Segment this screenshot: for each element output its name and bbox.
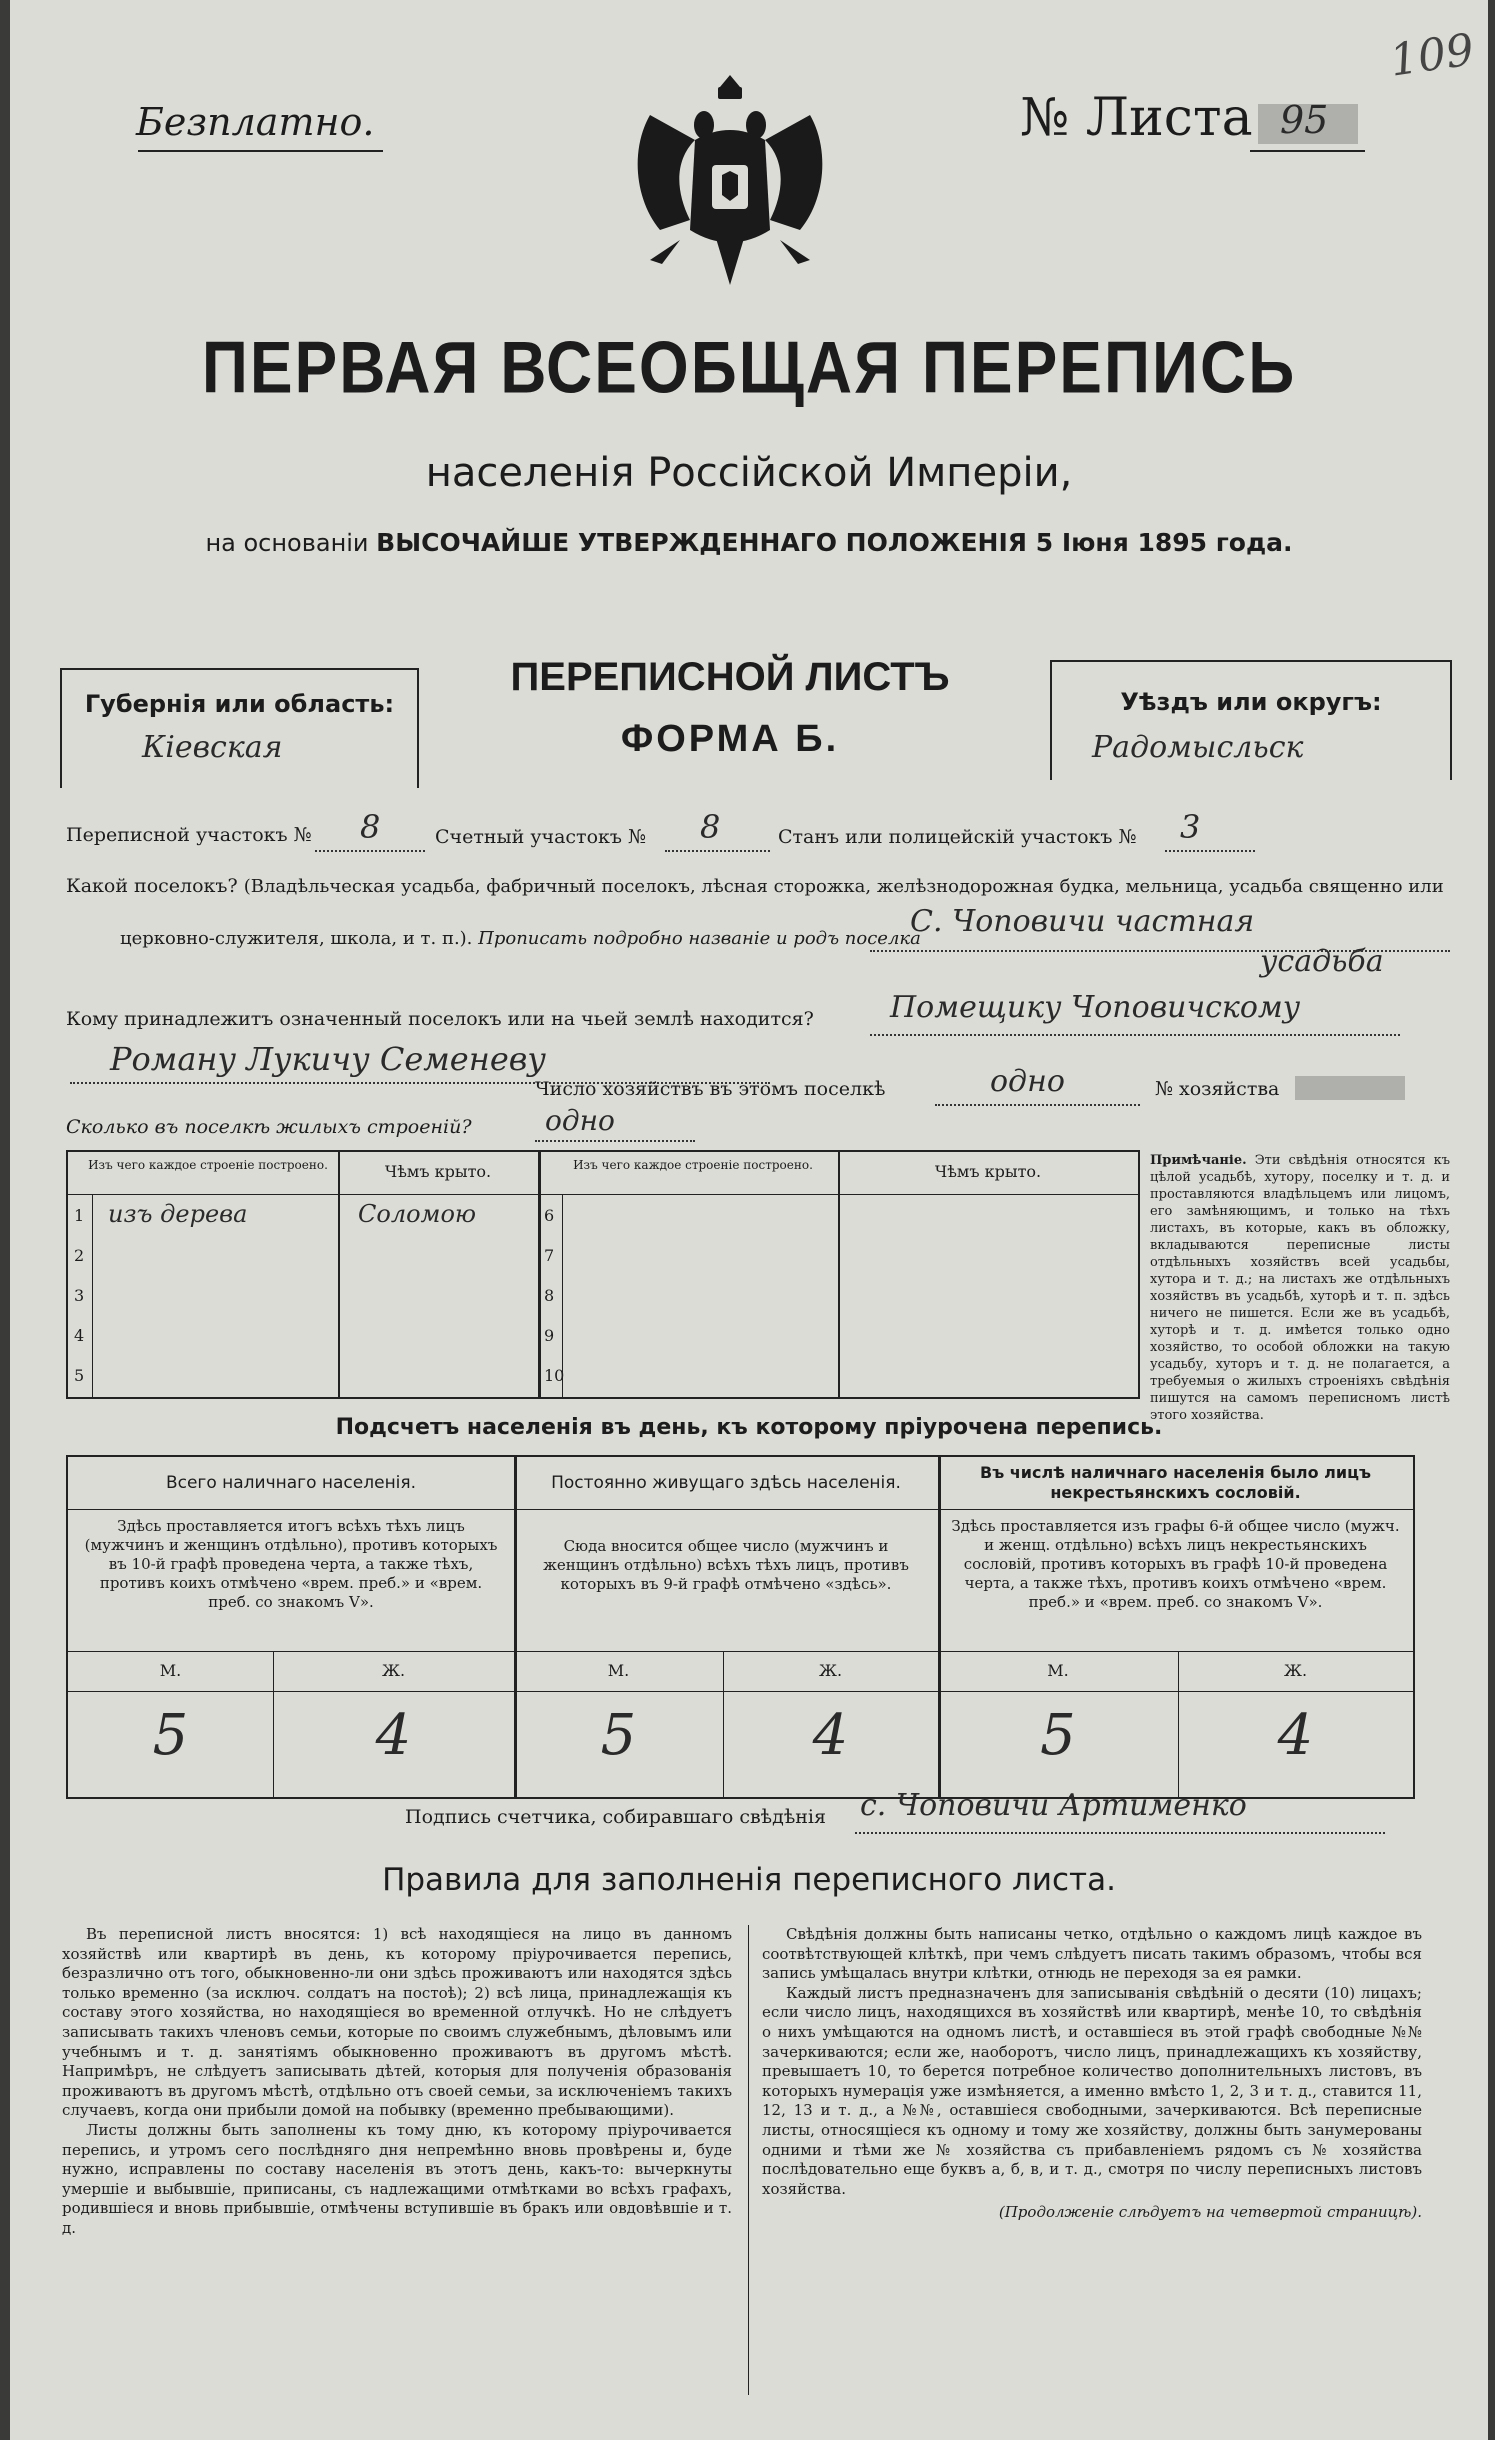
owner-label: Кому принадлежитъ означенный поселокъ или на чьей землѣ находится? (66, 1008, 814, 1030)
count-col2-m-label: М. (607, 1661, 630, 1680)
rules-left-p1: Въ переписной листъ вносятся: 1) всѣ находящіеся на лицо въ данномъ хозяйствѣ или квартирѣ въ день, къ которому пріурочивается перепись, безразлично отъ того, обыкновенно-ли они здѣсь проживаютъ или находятся здѣсь только временно (за исключ. солдатъ на постоѣ); 2) всѣ лица, принадлежащія къ составу этого хозяйства, но находящіеся во временной отлучкѣ. Но не слѣдуетъ записывать такихъ членовъ семьи, которые по своимъ служебнымъ, дѣловымъ или учебнымъ и т. д. занятіямъ обыкновенно проживаютъ въ другомъ мѣстѣ. Напримѣръ, не слѣдуетъ записывать дѣтей, которыя для полученія образованія проживаютъ въ другомъ мѣстѣ, отдѣльно отъ своей семьи, за исключеніемъ такихъ случаевъ, когда они прибыли домой на побывку (временно пребывающими). (62, 1925, 732, 2120)
rules-continued: (Продолженіе слѣдуетъ на четвертой страницѣ). (998, 2203, 1422, 2222)
owner-value1: Помещику Чоповичскому (890, 990, 1301, 1025)
table-row: 6 (544, 1206, 555, 1225)
table-row: 9 (544, 1326, 555, 1345)
province-value: Кіевская (142, 730, 283, 765)
corner-number: 109 (1386, 24, 1478, 87)
count-table (66, 1455, 1415, 1799)
signature-dots (855, 1832, 1385, 1834)
count-col3-header: Въ числѣ наличнаго населенія было лицъ некрестьянскихъ сословій. (980, 1463, 1371, 1502)
table-row: 7 (544, 1246, 555, 1265)
bt-right-rows (538, 1194, 1138, 1394)
settlement-dots (870, 950, 1450, 952)
table-row: 5 (74, 1366, 85, 1385)
bt-header-roof-right: Чѣмъ крыто. (934, 1162, 1042, 1181)
settlement-hint3: Прописать подробно названіе и родъ поселка (478, 928, 921, 949)
form-title: ПЕРЕПИСНОЙ ЛИСТЪ (510, 655, 950, 699)
census-district-line (315, 850, 425, 852)
count-col1-m-value: 5 (152, 1703, 189, 1768)
district-label: Уѣздъ или округъ: (1120, 688, 1382, 716)
bt-header-material-right: Изъ чего каждое строеніе построено. (573, 1158, 813, 1172)
title-basis-caps: ВЫСОЧАЙШЕ УТВЕРЖДЕННАГО ПОЛОЖЕНІЯ 5 Іюня 1895 года. (376, 528, 1293, 557)
bt-left-rows (68, 1194, 538, 1394)
district-value: Радомысльск (1092, 730, 1304, 765)
census-district-value: 8 (360, 808, 381, 846)
count-col1-m-label: М. (159, 1661, 182, 1680)
province-label: Губернія или область: (84, 690, 395, 718)
settlement-value2: усадьба (1260, 944, 1384, 979)
rules-title: Правила для заполненія переписного листа. (382, 1862, 1116, 1898)
title-sub: населенія Россійской Имперіи, (425, 450, 1073, 496)
note-title: Примѣчаніе. (1150, 1153, 1247, 1168)
province-box (60, 668, 419, 788)
buildings-dots (535, 1140, 695, 1142)
count-col2-f-value: 4 (812, 1703, 849, 1768)
sheet-no-value: 95 (1280, 98, 1329, 142)
rules-right (762, 1925, 1422, 2223)
police-district-value: 3 (1180, 808, 1201, 846)
rules-right-p1: Свѣдѣнія должны быть написаны четко, отдѣльно о каждомъ лицѣ каждое въ соотвѣтствующей клѣткѣ, при чемъ слѣдуетъ писать такимъ образомъ, чтобы вся запись умѣщалась внутри клѣтки, отнюдь не переходя за ея рамки. (762, 1925, 1422, 1983)
signature-value: с. Чоповичи Артименко (860, 1788, 1247, 1823)
settlement-label: Какой поселокъ? (66, 875, 238, 897)
free-underline (138, 150, 383, 152)
rules-right-p2: Каждый листъ предназначенъ для записыванія свѣдѣній о десяти (10) лицахъ; если число лицъ, находящихся въ хозяйствѣ или квартирѣ, менѣе 10, то свѣдѣнія о нихъ умѣщаются на одномъ листѣ, и оставшіеся въ этой графѣ свободные №№ зачеркиваются; если же, наоборотъ, число лицъ, принадлежащихъ къ хозяйству, превышаетъ 10, то берется потребное количество дополнительныхъ листовъ, въ которыхъ нумерація уже измѣняется, а именно вмѣсто 1, 2, 3 и т. д., ставится 11, 12, 13 и т. д., а №№, оставшіеся свободными, зачеркиваются. Всѣ переписные листы, относящіеся къ одному и тому же хозяйству, должны быть занумерованы одними и тѣми же № хозяйства съ прибавленіемъ рядомъ съ № хозяйства послѣдовательно еще буквъ а, б, в, и т. д., смотря по числу переписныхъ листовъ хозяйства. (762, 1983, 1422, 2198)
sheet-no-label: № Листа (1020, 88, 1253, 148)
count-col3-f-label: Ж. (1283, 1661, 1308, 1680)
free-label: Безплатно. (136, 100, 375, 144)
census-district-label: Переписной участокъ № (66, 824, 312, 846)
note (1150, 1152, 1450, 1424)
rules-divider (748, 1925, 749, 2395)
bt-header-roof-left: Чѣмъ крыто. (384, 1162, 492, 1181)
settlement-value1: С. Чоповичи частная (910, 904, 1255, 939)
table-row: 2 (74, 1246, 85, 1265)
note-text: Эти свѣдѣнія относятся къ цѣлой усадьбѣ, хутору, поселку и т. д. и проставляются владѣльцемъ или лицомъ, его замѣняющимъ, и только на тѣхъ листахъ, въ которые, какъ въ обложку, вкладываются переписные листы отдѣльныхъ хозяйствъ всей усадьбы, хутора и т. д.; на листахъ же отдѣльныхъ хозяйствъ въ усадьбѣ, хуторѣ и т. п. здѣсь ничего не пишется. Если же въ усадьбѣ, хуторѣ и т. д. имѣется только одно хозяйство, то особой обложки на такую усадьбу, хуторъ и т. д. не полагается, а требуемыя о жилыхъ строеніяхъ свѣдѣнія пишутся на самомъ переписномъ листѣ этого хозяйства. (1150, 1153, 1450, 1423)
count-col1-desc: Здѣсь проставляется итогъ всѣхъ тѣхъ лицъ (мужчинъ и женщинъ отдѣльно), противъ которыхъ въ 10-й графѣ проведена черта, а также тѣхъ, противъ коихъ отмѣчено «врем. преб.» и «врем. преб. со знакомъ V». (84, 1517, 498, 1611)
form-name: ФОРМА Б. (620, 718, 840, 760)
police-district-line (1165, 850, 1255, 852)
owner-value2: Роману Лукичу Семеневу (110, 1040, 546, 1078)
signature-label: Подпись счетчика, собиравшаго свѣдѣнія (405, 1806, 826, 1828)
count-col2-header: Постоянно живущаго здѣсь населенія. (551, 1473, 901, 1493)
count-col2-desc: Сюда вносится общее число (мужчинъ и женщинъ отдѣльно) всѣхъ тѣхъ лицъ, противъ которыхъ въ 9-й графѣ отмѣчено «здѣсь». (543, 1537, 909, 1593)
buildings-value: одно (545, 1104, 615, 1137)
settlement-hint-line2 (120, 928, 921, 949)
bt-header-material-left: Изъ чего каждое строеніе построено. (88, 1158, 328, 1172)
title-basis (10, 528, 1488, 557)
police-district-label: Станъ или полицейскій участокъ № (778, 826, 1137, 848)
settlement-hint2: церковно-служителя, школа, и т. п.). (120, 928, 473, 949)
census-sheet (10, 0, 1488, 2440)
count-col1-header: Всего наличнаго населенія. (165, 1473, 417, 1493)
counting-district-line (665, 850, 770, 852)
households-dots (935, 1104, 1140, 1106)
table-row: 4 (74, 1326, 85, 1345)
count-col3-m-label: М. (1047, 1661, 1069, 1680)
household-no-label: № хозяйства (1155, 1078, 1280, 1100)
title-basis-prefix: на основаніи (205, 529, 369, 557)
count-col2-m-value: 5 (600, 1703, 637, 1768)
counting-district-value: 8 (700, 808, 721, 846)
owner-dots1 (870, 1034, 1400, 1036)
buildings-table (66, 1150, 1140, 1399)
count-col2-f-label: Ж. (818, 1661, 843, 1680)
households-label: Число хозяйствъ въ этомъ поселкѣ (535, 1078, 886, 1100)
households-value: одно (990, 1064, 1065, 1099)
settlement-hint1: (Владѣльческая усадьба, фабричный поселокъ, лѣсная сторожка, желѣзнодорожная будка, мельница, усадьба священно или (243, 876, 1444, 897)
counting-district-label: Счетный участокъ № (435, 826, 646, 848)
count-col1-f-label: Ж. (381, 1661, 406, 1680)
table-row: 1 изъ дерева Соломою (74, 1200, 477, 1228)
count-col3-desc: Здѣсь проставляется изъ графы 6-й общее число (мужч. и женщ. отдѣльно) всѣхъ лицъ некрестьянскихъ сословій, противъ которыхъ въ графѣ 10-й проведена черта, а также тѣхъ, противъ коихъ отмѣчено «врем. преб.» и «врем. преб. со знакомъ V». (951, 1517, 1400, 1611)
rules-left (62, 1925, 732, 2239)
settlement-line (66, 875, 1446, 897)
count-col3-m-value: 5 (1040, 1703, 1076, 1768)
district-box (1050, 660, 1452, 780)
count-col1-f-value: 4 (375, 1703, 412, 1768)
count-col3-f-value: 4 (1277, 1703, 1314, 1768)
rules-left-p2: Листы должны быть заполнены къ тому дню, къ которому пріурочивается перепись, и утромъ сего послѣдняго дня непремѣнно вновь провѣрены и, буде нужно, исправлены по составу населенія въ этотъ день, какъ-то: вычеркнуты умершіе и выбывшіе, приписаны, съ надлежащими отмѣтками во всѣхъ графахъ, родившіеся и вновь прибывшіе, отмѣчены вступившіе въ бракъ или овдовѣвшіе и т. д. (62, 2120, 732, 2237)
household-no-stamp (1295, 1076, 1405, 1100)
imperial-eagle-icon (620, 70, 840, 300)
buildings-label: Сколько въ поселкѣ жилыхъ строеній? (66, 1116, 472, 1138)
table-row: 10 (544, 1366, 565, 1385)
table-row: 3 (74, 1286, 85, 1305)
title-main: ПЕРВАЯ ВСЕОБЩАЯ ПЕРЕПИСЬ (201, 325, 1297, 409)
table-row: 8 (544, 1286, 555, 1305)
sheet-no-underline (1250, 150, 1365, 152)
count-title: Подсчетъ населенія въ день, къ которому пріурочена перепись. (335, 1415, 1163, 1440)
